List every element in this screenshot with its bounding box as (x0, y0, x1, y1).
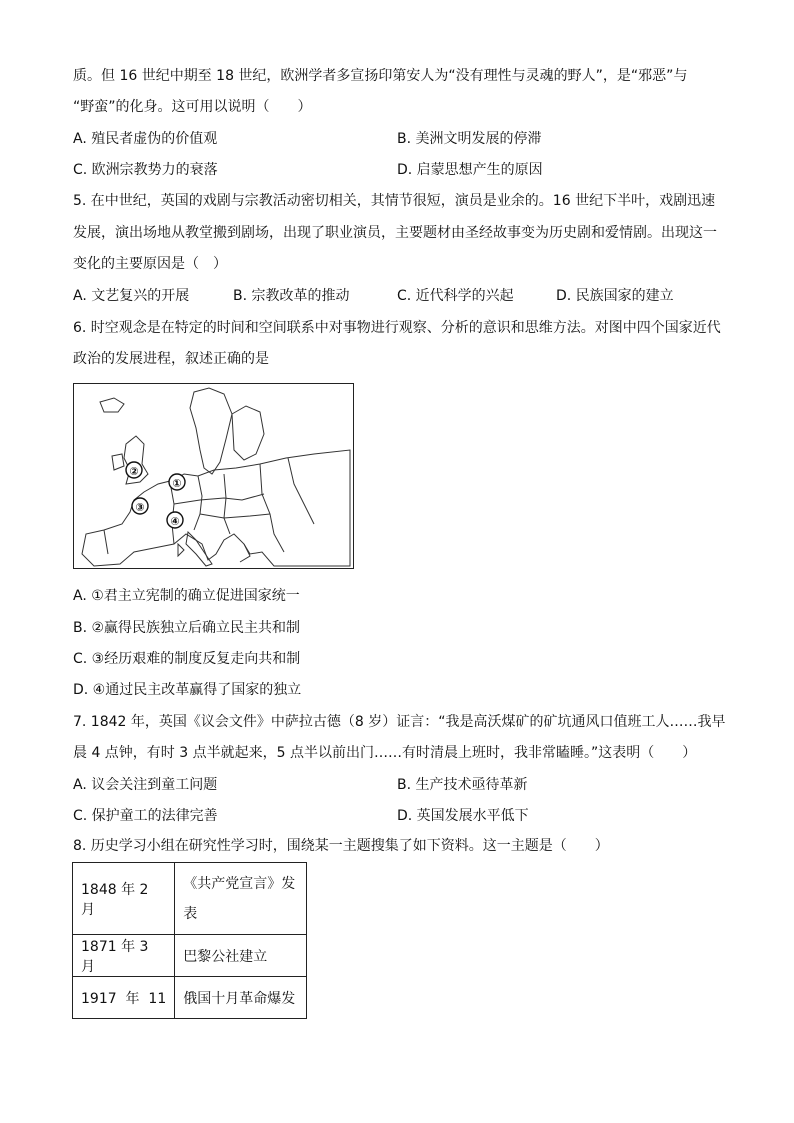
q6-option-d: D. ④通过民主改革赢得了国家的独立 (73, 682, 302, 698)
marker-1: ① (172, 477, 182, 490)
event-line: 表 (183, 905, 198, 922)
border-east (260, 464, 284, 552)
q7-option-a: A. 议会关注到童工问题 (73, 777, 218, 793)
border-central (174, 494, 264, 504)
q4-stem-line1: 质。但 16 世纪中期至 18 世纪，欧洲学者多宣扬印第安人为“没有理性与灵魂的野人”，是“邪恶”与 (73, 68, 688, 84)
timeline-table (72, 862, 307, 1019)
marker-3: ③ (135, 501, 145, 514)
border-germany (194, 476, 202, 530)
q4-option-c: C. 欧洲宗教势力的衰落 (73, 162, 218, 178)
q4-option-d: D. 启蒙思想产生的原因 (397, 162, 543, 178)
q8-stem: 8. 历史学习小组在研究性学习时，围绕某一主题搜集了如下资料。这一主题是（ ） (73, 838, 609, 854)
q6-option-c: C. ③经历艰难的制度反复走向共和制 (73, 651, 301, 667)
q6-stem-line2: 政治的发展进程，叙述正确的是 (73, 351, 269, 367)
table-cell-date: 1871 年 3 月 (73, 935, 175, 977)
q5-option-a: A. 文艺复兴的开展 (73, 288, 190, 304)
q7-option-d: D. 英国发展水平低下 (397, 808, 529, 824)
border-portugal (104, 530, 108, 554)
q7-stem-line1: 7. 1842 年，英国《议会文件》中萨拉古德（8 岁）证言：“我是高沃煤矿的矿坑通风口值班工人……我早 (73, 714, 726, 730)
q4-option-b: B. 美洲文明发展的停滞 (397, 131, 542, 147)
q5-stem-line3: 变化的主要原因是（ ） (73, 256, 227, 272)
table-row (73, 977, 307, 1019)
q5-stem-line2: 发展，演出场地从教堂搬到剧场，出现了职业演员，主要题材由圣经故事变为历史剧和爱情剧。出现这一 (73, 225, 717, 241)
q7-stem-line2: 晨 4 点钟，有时 3 点半就起来，5 点半以前出门……有时清晨上班时，我非常瞌睡。”这表明（ ） (73, 745, 697, 761)
table-cell-event (175, 863, 307, 935)
europe-map (73, 383, 354, 569)
table-cell-event: 俄国十月革命爆发 (175, 977, 307, 1019)
q4-option-a: A. 殖民者虚伪的价值观 (73, 131, 218, 147)
europe-map-drawing (74, 384, 352, 567)
marker-4: ④ (170, 515, 180, 528)
border-balkans (200, 514, 270, 518)
greece-outline (240, 544, 250, 562)
q4-stem-line2: “野蛮”的化身。这可用以说明（ ） (73, 99, 312, 115)
border-poland (224, 474, 230, 534)
q7-option-c: C. 保护童工的法律完善 (73, 808, 218, 824)
scandinavia-outline (190, 388, 232, 474)
q6-stem-line1: 6. 时空观念是在特定的时间和空间联系中对事物进行观察、分析的意识和思维方法。对图中四个国家近代 (73, 320, 721, 336)
table-cell-event: 巴黎公社建立 (175, 935, 307, 977)
marker-2: ② (129, 465, 139, 478)
table-cell-date: 1848 年 2 月 (73, 863, 175, 935)
q6-option-a: A. ①君主立宪制的确立促进国家统一 (73, 588, 300, 604)
event-line: 《共产党宣言》发 (183, 875, 296, 892)
italy-outline (186, 532, 212, 566)
finland-outline (232, 406, 264, 460)
island-outline (178, 544, 184, 556)
q5-option-d: D. 民族国家的建立 (556, 288, 674, 304)
q6-option-b: B. ②赢得民族独立后确立民主共和制 (73, 620, 301, 636)
table-cell-date: 1917 年 11 (73, 977, 175, 1019)
q5-stem-line1: 5. 在中世纪，英国的戏剧与宗教活动密切相关，其情节很短，演员是业余的。16 世纪下半叶，戏剧迅速 (73, 193, 716, 209)
q7-option-b: B. 生产技术亟待革新 (397, 777, 528, 793)
border-russia (288, 458, 314, 524)
table-row (73, 935, 307, 977)
q5-option-b: B. 宗教改革的推动 (233, 288, 350, 304)
ireland-outline (112, 454, 124, 470)
table-row (73, 863, 307, 935)
iceland-outline (100, 398, 124, 412)
q5-option-c: C. 近代科学的兴起 (397, 288, 514, 304)
